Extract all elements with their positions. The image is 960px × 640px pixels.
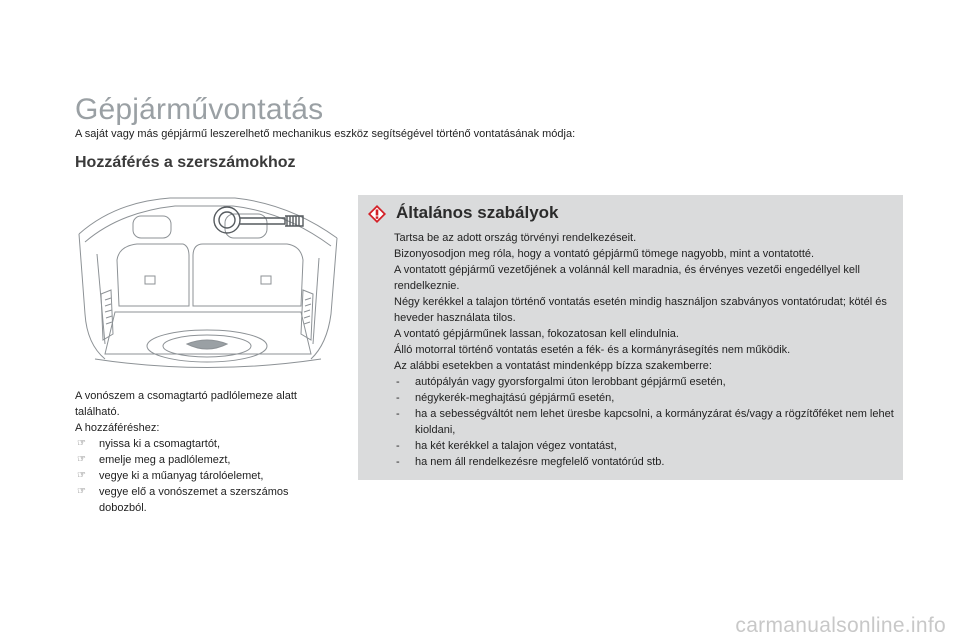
list-item: - ha a sebességváltót nem lehet üresbe kapcsolni, a kormányzárat és/vagy a rögzítőféket nem lehet kioldani, — [396, 408, 894, 436]
access-instructions — [75, 388, 335, 516]
list-item: ☞ emelje meg a padlólemezt, — [77, 454, 231, 466]
general-rules-box — [358, 195, 903, 480]
rule-text: Álló motorral történő vontatás esetén a fék- és a kormányrásegítés nem működik. — [394, 344, 791, 356]
list-item: - autópályán vagy gyorsforgalmi úton lerobbant gépjármű esetén, — [396, 376, 726, 388]
rules-title: Általános szabályok — [396, 203, 559, 222]
section-heading: Hozzáférés a szerszámokhoz — [75, 154, 296, 171]
access-label: A hozzáféréshez: — [75, 422, 160, 434]
rules-body — [394, 230, 894, 470]
page-subtitle: A saját vagy más gépjármű leszerelhető mechanikus eszköz segítségével történő vontatásának módja: — [75, 128, 576, 140]
rule-text: Tartsa be az adott ország törvényi rendelkezéseit. — [394, 232, 637, 244]
list-item: - ha két kerékkel a talajon végez vontatást, — [396, 440, 617, 452]
rule-text: A vontatott gépjármű vezetőjének a volánnál kell maradnia, és érvényes vezetői engedéllyel kell rendelkeznie. — [394, 264, 860, 292]
hand-pointer-icon: ☞ — [77, 454, 86, 465]
hand-pointer-icon: ☞ — [77, 470, 86, 481]
trunk-illustration — [75, 194, 340, 376]
list-item: - négykerék-meghajtású gépjármű esetén, — [396, 392, 615, 404]
rule-text: Négy kerékkel a talajon történő vontatás esetén mindig használjon szabványos vontatórudat; kötél és heveder használata tilos. — [394, 296, 887, 324]
rule-text: Bizonyosodjon meg róla, hogy a vontató gépjármű tömege nagyobb, mint a vontatotté. — [394, 248, 815, 260]
case-list — [394, 374, 894, 470]
rule-text: A vontató gépjárműnek lassan, fokozatosan kell elindulnia. — [394, 328, 679, 340]
rule-text: Az alábbi esetekben a vontatást mindenképp bízza szakemberre: — [394, 360, 712, 372]
list-item: - ha nem áll rendelkezésre megfelelő vontatórúd stb. — [396, 456, 665, 468]
step-list — [75, 436, 335, 516]
intro-text: A vonószem a csomagtartó padlólemeze alatt található. — [75, 390, 297, 418]
warning-icon — [367, 204, 387, 224]
watermark: carmanualsonline.info — [735, 614, 946, 637]
page-title: Gépjárművontatás — [75, 93, 324, 126]
hand-pointer-icon: ☞ — [77, 486, 86, 497]
list-item: ☞ nyissa ki a csomagtartót, — [77, 438, 221, 450]
list-item: ☞ vegye ki a műanyag tárolóelemet, — [77, 470, 264, 482]
hand-pointer-icon: ☞ — [77, 438, 86, 449]
list-item: ☞ vegye elő a vonószemet a szerszámos dobozból. — [77, 486, 289, 514]
